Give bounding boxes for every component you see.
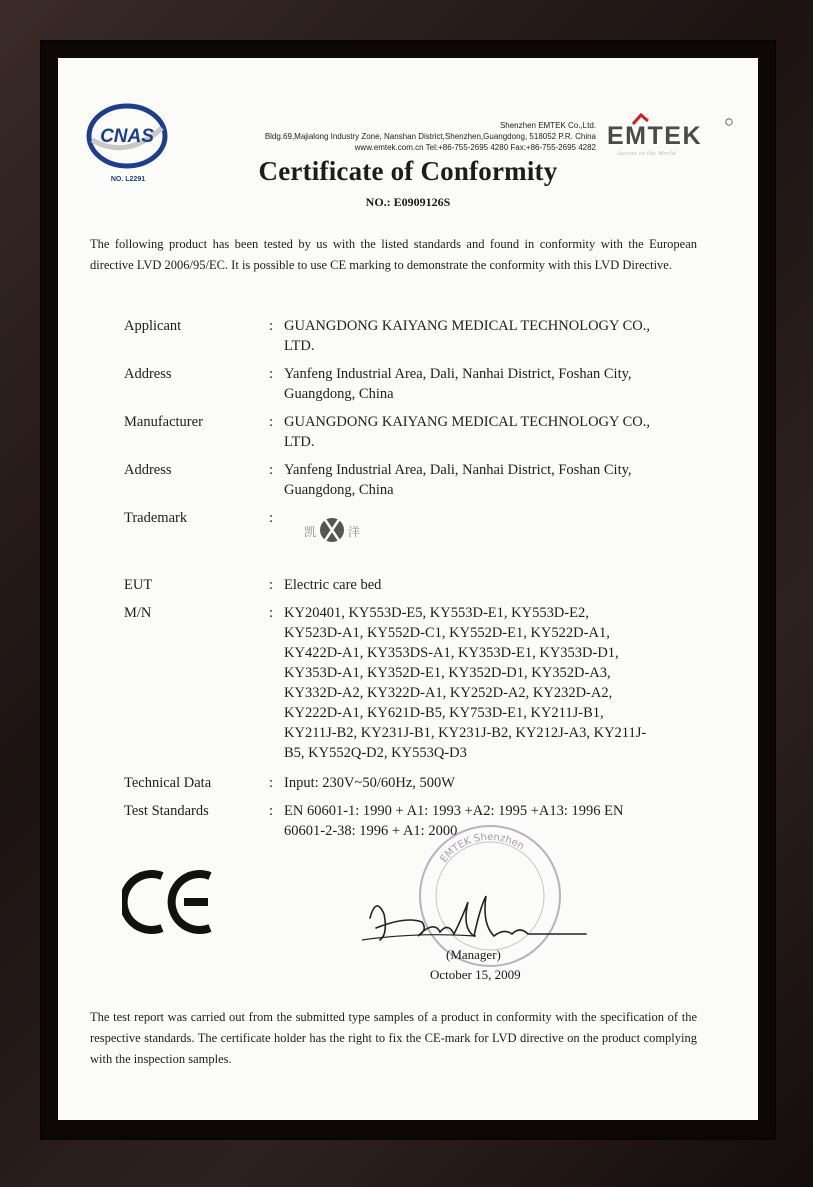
issuer-contact: www.emtek.com.cn Tel:+86-755-2695 4280 Fax:+86-755-2695 4282 [354,143,596,152]
emtek-tagline: Access to the World [617,150,676,157]
stamp-text: EMTEK Shenzhen [438,831,526,865]
signature-date: October 15, 2009 [430,967,521,982]
field-value: Electric care bed [284,577,382,593]
field-label: Applicant [124,318,182,334]
field-value: EN 60601-1: 1990 + A1: 1993 +A2: 1995 +A13: 1996 EN 60601-2-38: 1996 + A1: 2000 [284,803,624,839]
field-value: GUANGDONG KAIYANG MEDICAL TECHNOLOGY CO., LTD. [284,318,650,354]
field-label: Address [124,462,172,478]
field-label: Address [124,366,172,382]
certificate-title: Certificate of Conformity [258,156,558,186]
field-value: Yanfeng Industrial Area, Dali, Nanhai District, Foshan City, Guangdong, China [284,366,632,402]
trademark-logo [284,506,394,562]
field-value: GUANGDONG KAIYANG MEDICAL TECHNOLOGY CO., LTD. [284,414,650,450]
field-label: Technical Data [124,775,212,791]
manager-signature [358,878,588,958]
signatory-role: (Manager) [446,947,501,962]
field-label: EUT [124,577,153,593]
field-colon: : [269,510,274,526]
issuer-name: Shenzhen EMTEK Co.,Ltd. [499,121,596,130]
issuer-block [265,120,596,153]
field-value: Input: 230V~50/60Hz, 500W [284,775,455,791]
field-colon: : [269,318,274,334]
ce-mark [122,868,218,936]
emtek-logo-text: EMTEK [607,122,702,150]
field-label: Test Standards [124,803,209,819]
field-colon: : [269,577,274,593]
field-colon: : [269,414,274,430]
trademark-logo-text: 凯 洋 [304,525,374,539]
certificate-number: NO.: E0909126S [365,195,451,209]
field-colon: : [269,366,274,382]
field-label: Manufacturer [124,414,203,430]
issuer-address: Bldg.69,Majialong Industry Zone, Nanshan District,Shenzhen,Guangdong, 518052 P.R. China [264,132,596,141]
field-value: KY20401, KY553D-E5, KY553D-E1, KY553D-E2, KY523D-A1, KY552D-C1, KY552D-E1, KY522D-A1, KY422D-A1, KY353DS-A1, KY353D-E1, KY353D-D1, KY353D-A1, KY352D-E1, KY352D-D1, KY352D-A3, KY332D-A2, KY322D-A1, KY252D-A2, KY232D-A2, KY222D-A1, KY621D-B5, KY753D-E1, KY211J-B1, KY211J-B2, KY231J-B1, KY231J-B2, KY212J-A3, KY211J-B5, KY552Q-D2, KY553Q-D3 [284,605,647,761]
field-colon: : [269,462,274,478]
field-value: Yanfeng Industrial Area, Dali, Nanhai District, Foshan City, Guangdong, China [284,462,632,498]
cnas-number: NO. L2291 [110,176,146,183]
field-colon: : [269,775,274,791]
intro-paragraph: The following product has been tested by us with the listed standards and found in conformity with the European directive LVD 2006/95/EC. It is possible to use CE marking to demonstrate the conformity with this LVD Directive. [90,237,697,272]
field-colon: : [269,605,274,621]
field-label: M/N [124,605,152,621]
field-colon: : [269,803,274,819]
field-label: Trademark [124,510,188,526]
cnas-logo-text: CNAS [100,126,154,147]
closing-paragraph: The test report was carried out from the submitted type samples of a product in conformity with the specification of the respective standards. The certificate holder has the right to fix the CE-mark for LVD directive on the product complying with the inspection samples. [90,1010,697,1066]
certificate-paper [58,58,758,1120]
